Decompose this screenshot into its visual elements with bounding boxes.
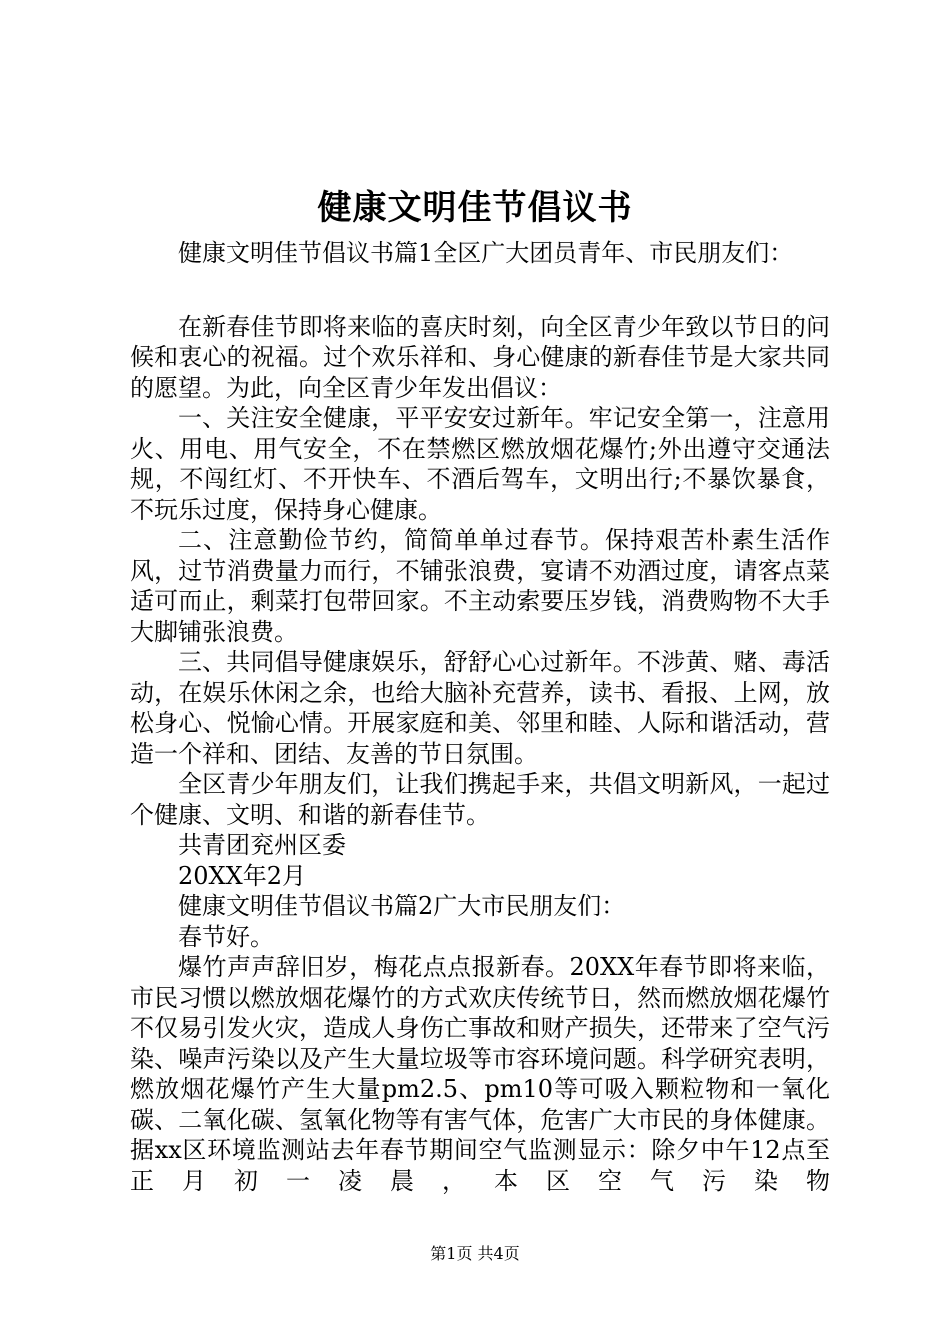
paragraph-body-2: 爆竹声声辞旧岁，梅花点点报新春。20XX年春节即将来临，市民习惯以燃放烟花爆竹的方式欢庆传统节日，然而燃放烟花爆竹不仅易引发火灾，造成人身伤亡事故和财产损失，还带来了空气污染、噪声污染以及产生大量垃圾等市容环境问题。科学研究表明，燃放烟花爆竹产生大量pm2.5、pm10等可吸入颗粒物和一氧化碳、二氧化碳、氢氧化物等有害气体，危害广大市民的身体健康。据xx区环境监测站去年春节期间空气监测显示：除夕中午12点至正月初一凌晨，本区空气污染物 xyxy=(130,953,830,1195)
paragraph-intro-2: 健康文明佳节倡议书篇2广大市民朋友们： xyxy=(178,892,626,920)
paragraph-item-1: 一、关注安全健康，平平安安过新年。牢记安全第一，注意用火、用电、用气安全，不在禁燃区燃放烟花爆竹;外出遵守交通法规，不闯红灯、不开快车、不酒后驾车，文明出行;不暴饮暴食，不玩乐过度，保持身心健康。 xyxy=(130,404,830,524)
paragraph-greeting-1: 在新春佳节即将来临的喜庆时刻，向全区青少年致以节日的问候和衷心的祝福。过个欢乐祥和、身心健康的新春佳节是大家共同的愿望。为此，向全区青少年发出倡议： xyxy=(130,312,830,402)
signature-org: 共青团兖州区委 xyxy=(178,831,346,859)
paragraph-item-3: 三、共同倡导健康娱乐，舒舒心心过新年。不涉黄、赌、毒活动，在娱乐休闲之余，也给大脑补充营养，读书、看报、上网，放松身心、悦愉心情。开展家庭和美、邻里和睦、人际和谐活动，营造一个祥和、团结、友善的节日氛围。 xyxy=(130,648,830,768)
paragraph-closing-1: 全区青少年朋友们，让我们携起手来，共倡文明新风，一起过个健康、文明、和谐的新春佳节。 xyxy=(130,770,830,829)
paragraph-greeting-2: 春节好。 xyxy=(178,922,274,951)
document-title: 健康文明佳节倡议书 xyxy=(317,188,633,228)
paragraph-item-2: 二、注意勤俭节约，简简单单过春节。保持艰苦朴素生活作风，过节消费量力而行，不铺张浪费，宴请不劝酒过度，请客点菜适可而止，剩菜打包带回家。不主动索要压岁钱，消费购物不大手大脚铺张浪费。 xyxy=(130,526,830,646)
document-body xyxy=(130,238,830,1196)
paragraph-intro-1: 健康文明佳节倡议书篇1全区广大团员青年、市民朋友们： xyxy=(178,239,794,267)
signature-date: 20XX年2月 xyxy=(178,861,306,890)
page-footer: 第1页 共4页 xyxy=(430,1244,520,1263)
